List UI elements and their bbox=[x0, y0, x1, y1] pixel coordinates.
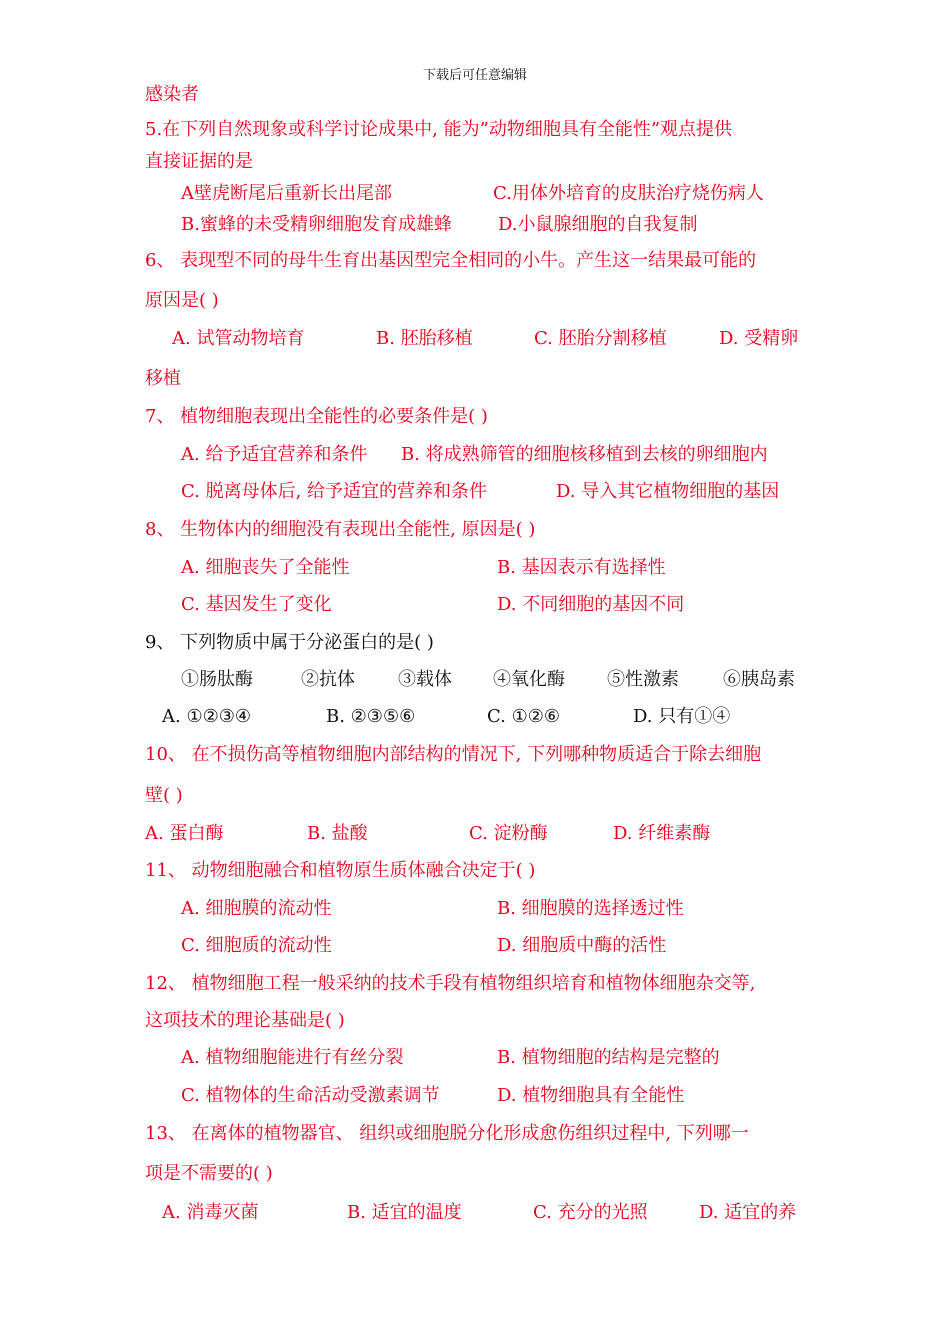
text-line: D. 不同细胞的基因不同 bbox=[497, 594, 685, 615]
text-line: ⑥胰岛素 bbox=[723, 669, 795, 690]
text-line: B.蜜蜂的未受精卵细胞发育成雄蜂 bbox=[181, 214, 452, 235]
text-line: C.用体外培育的皮肤治疗烧伤病人 bbox=[493, 183, 764, 204]
text-line: 11、 动物细胞融合和植物原生质体融合决定于( ) bbox=[145, 860, 536, 881]
text-line: A. 蛋白酶 bbox=[145, 823, 224, 844]
text-line: ①肠肽酶 bbox=[181, 669, 253, 690]
text-line: A. ①②③④ bbox=[162, 706, 251, 727]
text-line: A. 细胞丧失了全能性 bbox=[181, 557, 350, 578]
text-line: C. 充分的光照 bbox=[533, 1202, 648, 1223]
text-line: C. 植物体的生命活动受激素调节 bbox=[181, 1085, 440, 1106]
text-line: C. 脱离母体后, 给予适宜的营养和条件 bbox=[181, 481, 488, 502]
text-line: ③载体 bbox=[398, 669, 452, 690]
page-header: 下载后可任意编辑 bbox=[422, 68, 527, 83]
text-line: B. 适宜的温度 bbox=[347, 1202, 462, 1223]
text-line: A. 植物细胞能进行有丝分裂 bbox=[181, 1047, 404, 1068]
text-line: C. 细胞质的流动性 bbox=[181, 935, 332, 956]
text-line: 6、 表现型不同的母牛生育出基因型完全相同的小牛。产生这一结果最可能的 bbox=[145, 250, 757, 271]
text-line: ②抗体 bbox=[301, 669, 355, 690]
text-line: 13、 在离体的植物器官、 组织或细胞脱分化形成愈伤组织过程中, 下列哪一 bbox=[145, 1123, 749, 1144]
text-line: 项是不需要的( ) bbox=[145, 1163, 273, 1184]
text-line: 直接证据的是 bbox=[145, 151, 253, 172]
text-line: B. 胚胎移植 bbox=[376, 328, 473, 349]
text-line: 9、 下列物质中属于分泌蛋白的是( ) bbox=[145, 632, 434, 653]
text-line: B. 盐酸 bbox=[307, 823, 368, 844]
text-line: 壁( ) bbox=[145, 785, 183, 806]
text-line: 10、 在不损伤高等植物细胞内部结构的情况下, 下列哪种物质适合于除去细胞 bbox=[145, 744, 762, 765]
text-line: ⑤性激素 bbox=[607, 669, 679, 690]
text-line: C. 胚胎分割移植 bbox=[534, 328, 667, 349]
text-line: B. 植物细胞的结构是完整的 bbox=[497, 1047, 720, 1068]
text-line: 7、 植物细胞表现出全能性的必要条件是( ) bbox=[145, 406, 488, 427]
text-line: 这项技术的理论基础是( ) bbox=[145, 1010, 345, 1031]
text-line: D. 纤维素酶 bbox=[613, 823, 711, 844]
text-line: 12、 植物细胞工程一般采纳的技术手段有植物组织培育和植物体细胞杂交等, bbox=[145, 973, 756, 994]
text-line: D.小鼠腺细胞的自我复制 bbox=[498, 214, 698, 235]
text-line: A. 给予适宜营养和条件 bbox=[181, 444, 368, 465]
text-line: 8、 生物体内的细胞没有表现出全能性, 原因是( ) bbox=[145, 519, 536, 540]
text-line: D. 适宜的养 bbox=[699, 1202, 797, 1223]
text-line: C. ①②⑥ bbox=[487, 706, 560, 727]
text-line: D. 受精卵 bbox=[719, 328, 799, 349]
text-line: A壁虎断尾后重新长出尾部 bbox=[181, 183, 392, 204]
text-line: D. 导入其它植物细胞的基因 bbox=[556, 481, 780, 502]
text-line: A. 细胞膜的流动性 bbox=[181, 898, 332, 919]
text-line: B. 细胞膜的选择透过性 bbox=[497, 898, 684, 919]
text-line: D. 细胞质中酶的活性 bbox=[497, 935, 667, 956]
text-line: ④氧化酶 bbox=[493, 669, 565, 690]
text-line: B. 基因表示有选择性 bbox=[497, 557, 666, 578]
text-line: A. 试管动物培育 bbox=[172, 328, 305, 349]
text-line: 原因是( ) bbox=[145, 290, 219, 311]
text-line: C. 淀粉酶 bbox=[469, 823, 548, 844]
text-line: C. 基因发生了变化 bbox=[181, 594, 332, 615]
text-line: D. 植物细胞具有全能性 bbox=[497, 1085, 685, 1106]
text-line: B. ②③⑤⑥ bbox=[326, 706, 416, 727]
text-line: 感染者 bbox=[145, 84, 199, 105]
text-line: A. 消毒灭菌 bbox=[162, 1202, 259, 1223]
text-line: D. 只有①④ bbox=[633, 706, 731, 727]
text-line: 移植 bbox=[145, 368, 181, 389]
text-line: 5.在下列自然现象或科学讨论成果中, 能为”动物细胞具有全能性”观点提供 bbox=[145, 119, 733, 140]
text-line: B. 将成熟筛管的细胞核移植到去核的卵细胞内 bbox=[401, 444, 768, 465]
